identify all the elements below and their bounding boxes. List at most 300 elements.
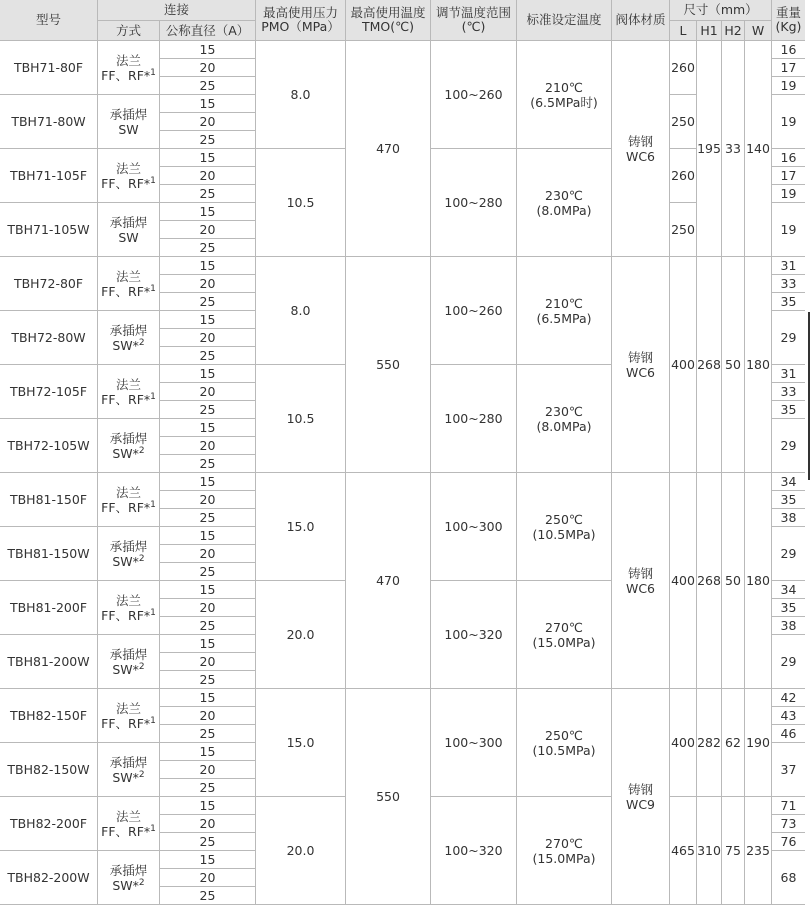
weight-cell: [772, 365, 805, 383]
nominal-diameter-value: 25: [199, 564, 216, 579]
weight-cell: [772, 617, 805, 635]
footnote-marker: 1: [150, 823, 156, 834]
nominal-diameter-value: 15: [199, 366, 216, 381]
nominal-diameter-value: 25: [199, 186, 216, 201]
nominal-diameter-cell: [160, 653, 256, 671]
scrollbar-thumb[interactable]: [808, 312, 810, 480]
nominal-diameter-cell: [160, 167, 256, 185]
max-pressure-cell: [256, 365, 346, 473]
header-dim-h2: [722, 21, 745, 41]
nominal-diameter-value: 15: [199, 582, 216, 597]
set-temp-pressure: (6.5MPa): [536, 310, 592, 326]
model-cell: [0, 851, 98, 905]
temp-range-cell: [431, 797, 517, 905]
nominal-diameter-value: 15: [199, 258, 216, 273]
header-connection: [98, 0, 256, 21]
weight-cell: [772, 275, 805, 293]
nominal-diameter-value: 15: [199, 798, 216, 813]
set-temp-cell: [517, 41, 612, 149]
footnote-marker: 2: [138, 769, 145, 780]
weight-value: 29: [780, 330, 797, 345]
header-dim-w-label: W: [751, 22, 765, 38]
model-name: TBH82-150F: [9, 708, 88, 723]
model-cell: [0, 797, 98, 851]
nominal-diameter-value: 20: [199, 438, 216, 453]
dim-h1-cell: [697, 257, 722, 473]
nominal-diameter-cell: [160, 437, 256, 455]
max-temp-value: 470: [376, 573, 400, 588]
header-nominal-diameter: [160, 21, 256, 41]
weight-cell: [772, 743, 805, 797]
max-pressure-cell: [256, 149, 346, 257]
dim-l-value: 400: [671, 735, 695, 750]
nominal-diameter-value: 20: [199, 168, 216, 183]
temp-range-value: 100~260: [444, 303, 503, 318]
nominal-diameter-value: 25: [199, 348, 216, 363]
model-name: TBH82-150W: [7, 762, 90, 777]
temp-range-value: 100~280: [444, 411, 503, 426]
nominal-diameter-cell: [160, 887, 256, 905]
set-temp-value: 210℃: [545, 79, 583, 95]
weight-value: 73: [780, 816, 797, 831]
header-size-label: 尺寸（mm）: [683, 2, 758, 17]
model-name: TBH71-80F: [13, 60, 84, 75]
dim-h1-value: 195: [697, 141, 721, 156]
footnote-marker: 1: [150, 175, 156, 186]
connection-method-cell: [98, 365, 160, 419]
nominal-diameter-value: 20: [199, 870, 216, 885]
model-name: TBH72-80F: [13, 276, 84, 291]
weight-cell: [772, 815, 805, 833]
model-name: TBH81-200F: [9, 600, 88, 615]
nominal-diameter-value: 25: [199, 834, 216, 849]
weight-cell: [772, 581, 805, 599]
set-temp-cell: [517, 581, 612, 689]
nominal-diameter-value: 20: [199, 276, 216, 291]
connection-method-cell: [98, 95, 160, 149]
header-method: [98, 21, 160, 41]
model-cell: [0, 95, 98, 149]
weight-cell: [772, 491, 805, 509]
model-cell: [0, 635, 98, 689]
connection-type-socket-weld: 承插焊: [109, 214, 148, 230]
header-max-pressure-line2: PMO（MPa）: [261, 19, 340, 34]
connection-spec-ff-rf: FF、RF*$^1$: [101, 175, 156, 191]
nominal-diameter-value: 20: [199, 330, 216, 345]
temp-range-value: 100~320: [444, 843, 503, 858]
dim-h2-value: 50: [725, 573, 741, 588]
nominal-diameter-cell: [160, 797, 256, 815]
body-material-name: 铸钢: [627, 781, 653, 797]
nominal-diameter-cell: [160, 563, 256, 581]
body-material-grade: WC6: [625, 148, 656, 164]
footnote-marker: 1: [150, 67, 156, 78]
weight-cell: [772, 95, 805, 149]
weight-value: 43: [780, 708, 797, 723]
temp-range-cell: [431, 41, 517, 149]
connection-type-socket-weld: 承插焊: [109, 646, 148, 662]
set-temp-value: 230℃: [545, 187, 583, 203]
dim-l-cell: [670, 797, 697, 905]
model-cell: [0, 203, 98, 257]
weight-value: 46: [780, 726, 797, 741]
nominal-diameter-value: 15: [199, 852, 216, 867]
header-dim-w: [745, 21, 772, 41]
nominal-diameter-cell: [160, 383, 256, 401]
nominal-diameter-value: 20: [199, 114, 216, 129]
connection-method-cell: [98, 581, 160, 635]
footnote-marker: 2: [138, 877, 145, 888]
weight-cell: [772, 257, 805, 275]
set-temp-pressure: (8.0MPa): [536, 202, 592, 218]
weight-value: 38: [780, 618, 797, 633]
dim-l-value: 400: [671, 573, 695, 588]
connection-type-flange: 法兰: [115, 808, 141, 824]
connection-spec-ff-rf: FF、RF*$^1$: [101, 823, 156, 839]
nominal-diameter-value: 20: [199, 546, 216, 561]
nominal-diameter-cell: [160, 455, 256, 473]
nominal-diameter-value: 15: [199, 96, 216, 111]
footnote-marker: 1: [150, 391, 156, 402]
temp-range-cell: [431, 257, 517, 365]
dim-l-cell: [670, 689, 697, 797]
max-temp-cell: [346, 689, 431, 905]
nominal-diameter-cell: [160, 59, 256, 77]
model-cell: [0, 419, 98, 473]
dim-l-value: 250: [671, 114, 695, 129]
weight-value: 29: [780, 654, 797, 669]
weight-value: 33: [780, 384, 797, 399]
nominal-diameter-value: 20: [199, 708, 216, 723]
nominal-diameter-cell: [160, 95, 256, 113]
max-pressure-value: 15.0: [286, 735, 315, 750]
connection-method-cell: [98, 203, 160, 257]
header-model-label: 型号: [35, 12, 61, 27]
nominal-diameter-value: 20: [199, 816, 216, 831]
connection-method-cell: [98, 851, 160, 905]
nominal-diameter-cell: [160, 815, 256, 833]
max-pressure-cell: [256, 689, 346, 797]
nominal-diameter-cell: [160, 779, 256, 797]
header-connection-label: 连接: [163, 2, 189, 17]
header-setting: [517, 0, 612, 41]
nominal-diameter-value: 25: [199, 456, 216, 471]
set-temp-value: 270℃: [545, 835, 583, 851]
weight-cell: [772, 527, 805, 581]
nominal-diameter-cell: [160, 545, 256, 563]
dim-l-cell: [670, 203, 697, 257]
dim-h2-value: 62: [725, 735, 741, 750]
nominal-diameter-cell: [160, 329, 256, 347]
connection-type-flange: 法兰: [115, 700, 141, 716]
max-pressure-cell: [256, 473, 346, 581]
weight-cell: [772, 689, 805, 707]
nominal-diameter-value: 25: [199, 672, 216, 687]
nominal-diameter-cell: [160, 419, 256, 437]
connection-spec-sw: SW*$^2$: [112, 661, 145, 677]
weight-cell: [772, 419, 805, 473]
connection-spec-ff-rf: FF、RF*$^1$: [101, 67, 156, 83]
max-pressure-value: 20.0: [286, 627, 315, 642]
nominal-diameter-value: 20: [199, 222, 216, 237]
connection-type-socket-weld: 承插焊: [109, 430, 148, 446]
header-range-line1: 调节温度范围: [435, 5, 511, 20]
set-temp-pressure: (10.5MPa): [532, 742, 596, 758]
connection-type-socket-weld: 承插焊: [109, 106, 148, 122]
header-nominal-diameter-label: 公称直径（A）: [165, 22, 250, 38]
temp-range-value: 100~300: [444, 519, 503, 534]
connection-method-cell: [98, 473, 160, 527]
set-temp-value: 250℃: [545, 511, 583, 527]
set-temp-pressure: (15.0MPa): [532, 634, 596, 650]
weight-value: 38: [780, 510, 797, 525]
nominal-diameter-cell: [160, 203, 256, 221]
connection-type-socket-weld: 承插焊: [109, 322, 148, 338]
temp-range-cell: [431, 473, 517, 581]
weight-value: 71: [780, 798, 797, 813]
weight-cell: [772, 293, 805, 311]
footnote-marker: 2: [138, 553, 145, 564]
model-cell: [0, 311, 98, 365]
footnote-marker: 1: [150, 283, 156, 294]
connection-spec-sw: SW*$^2$: [112, 337, 145, 353]
nominal-diameter-cell: [160, 707, 256, 725]
nominal-diameter-value: 20: [199, 654, 216, 669]
weight-cell: [772, 401, 805, 419]
header-weight-line2: (Kg): [775, 19, 802, 34]
max-temp-cell: [346, 41, 431, 257]
nominal-diameter-cell: [160, 185, 256, 203]
dim-h1-value: 310: [697, 843, 721, 858]
weight-cell: [772, 797, 805, 815]
model-name: TBH81-200W: [7, 654, 90, 669]
header-max-pressure: [256, 0, 346, 41]
max-pressure-value: 8.0: [290, 87, 311, 102]
connection-type-flange: 法兰: [115, 52, 141, 68]
model-name: TBH71-105W: [7, 222, 90, 237]
model-cell: [0, 365, 98, 419]
connection-type-socket-weld: 承插焊: [109, 862, 148, 878]
set-temp-cell: [517, 149, 612, 257]
header-model: [0, 0, 98, 41]
set-temp-pressure: (6.5MPa时): [530, 94, 598, 110]
weight-value: 34: [780, 474, 797, 489]
dim-l-cell: [670, 41, 697, 95]
body-material-cell: [612, 689, 670, 905]
weight-cell: [772, 473, 805, 491]
nominal-diameter-value: 20: [199, 60, 216, 75]
model-name: TBH71-105F: [9, 168, 88, 183]
weight-cell: [772, 509, 805, 527]
connection-method-cell: [98, 635, 160, 689]
max-pressure-value: 8.0: [290, 303, 311, 318]
nominal-diameter-value: 25: [199, 780, 216, 795]
weight-value: 68: [780, 870, 797, 885]
weight-cell: [772, 707, 805, 725]
nominal-diameter-value: 15: [199, 528, 216, 543]
dim-w-cell: [745, 257, 772, 473]
set-temp-cell: [517, 797, 612, 905]
connection-method-cell: [98, 149, 160, 203]
connection-method-cell: [98, 689, 160, 743]
max-pressure-value: 15.0: [286, 519, 315, 534]
weight-value: 35: [780, 402, 797, 417]
nominal-diameter-value: 15: [199, 312, 216, 327]
connection-type-flange: 法兰: [115, 376, 141, 392]
nominal-diameter-cell: [160, 671, 256, 689]
model-cell: [0, 689, 98, 743]
nominal-diameter-cell: [160, 851, 256, 869]
body-material-grade: WC6: [625, 364, 656, 380]
dim-l-cell: [670, 95, 697, 149]
dim-h1-value: 268: [697, 357, 721, 372]
nominal-diameter-value: 15: [199, 744, 216, 759]
header-weight-line1: 重量: [775, 5, 801, 20]
body-material-cell: [612, 41, 670, 257]
weight-value: 34: [780, 582, 797, 597]
weight-value: 35: [780, 492, 797, 507]
connection-type-flange: 法兰: [115, 592, 141, 608]
weight-value: 19: [780, 186, 797, 201]
weight-value: 35: [780, 294, 797, 309]
max-pressure-cell: [256, 257, 346, 365]
connection-type-flange: 法兰: [115, 484, 141, 500]
weight-value: 42: [780, 690, 797, 705]
temp-range-value: 100~260: [444, 87, 503, 102]
model-cell: [0, 581, 98, 635]
model-name: TBH82-200W: [7, 870, 90, 885]
weight-value: 29: [780, 438, 797, 453]
weight-value: 19: [780, 114, 797, 129]
connection-spec-sw: SW: [118, 121, 139, 137]
connection-method-cell: [98, 311, 160, 365]
model-name: TBH81-150F: [9, 492, 88, 507]
weight-cell: [772, 149, 805, 167]
max-temp-value: 470: [376, 141, 400, 156]
nominal-diameter-cell: [160, 347, 256, 365]
weight-value: 76: [780, 834, 797, 849]
header-material-label: 阀体材质: [615, 12, 666, 27]
connection-spec-sw: SW*$^2$: [112, 445, 145, 461]
dim-h2-cell: [722, 41, 745, 257]
connection-type-flange: 法兰: [115, 160, 141, 176]
nominal-diameter-cell: [160, 77, 256, 95]
header-max-temp-line2: TMO(℃): [361, 19, 415, 34]
nominal-diameter-cell: [160, 41, 256, 59]
header-setting-label: 标准设定温度: [526, 12, 602, 27]
nominal-diameter-value: 25: [199, 510, 216, 525]
dim-w-value: 235: [746, 843, 770, 858]
header-dim-l: [670, 21, 697, 41]
weight-cell: [772, 383, 805, 401]
set-temp-cell: [517, 473, 612, 581]
max-temp-cell: [346, 473, 431, 689]
nominal-diameter-value: 25: [199, 240, 216, 255]
set-temp-value: 270℃: [545, 619, 583, 635]
dim-l-value: 400: [671, 357, 695, 372]
header-dim-h2-label: H2: [724, 22, 742, 38]
nominal-diameter-value: 25: [199, 888, 216, 903]
header-dim-h1: [697, 21, 722, 41]
dim-h2-cell: [722, 257, 745, 473]
nominal-diameter-cell: [160, 239, 256, 257]
dim-w-value: 190: [746, 735, 770, 750]
connection-spec-ff-rf: FF、RF*$^1$: [101, 715, 156, 731]
weight-value: 37: [780, 762, 797, 777]
temp-range-value: 100~300: [444, 735, 503, 750]
body-material-name: 铸钢: [627, 133, 653, 149]
header-method-label: 方式: [115, 22, 141, 38]
set-temp-pressure: (8.0MPa): [536, 418, 592, 434]
model-name: TBH72-80W: [11, 330, 86, 345]
nominal-diameter-value: 15: [199, 690, 216, 705]
nominal-diameter-value: 25: [199, 726, 216, 741]
set-temp-cell: [517, 257, 612, 365]
header-max-temp: [346, 0, 431, 41]
temp-range-cell: [431, 365, 517, 473]
connection-spec-ff-rf: FF、RF*$^1$: [101, 283, 156, 299]
weight-value: 31: [780, 366, 797, 381]
connection-method-cell: [98, 41, 160, 95]
footnote-marker: 2: [138, 337, 145, 348]
weight-cell: [772, 167, 805, 185]
nominal-diameter-value: 25: [199, 618, 216, 633]
nominal-diameter-cell: [160, 527, 256, 545]
dim-h2-cell: [722, 689, 745, 797]
temp-range-value: 100~320: [444, 627, 503, 642]
connection-method-cell: [98, 527, 160, 581]
dim-h2-value: 75: [725, 843, 741, 858]
footnote-marker: 1: [150, 715, 156, 726]
nominal-diameter-cell: [160, 365, 256, 383]
nominal-diameter-cell: [160, 509, 256, 527]
nominal-diameter-cell: [160, 869, 256, 887]
nominal-diameter-value: 15: [199, 42, 216, 57]
nominal-diameter-cell: [160, 491, 256, 509]
dim-l-cell: [670, 257, 697, 473]
nominal-diameter-cell: [160, 743, 256, 761]
nominal-diameter-cell: [160, 257, 256, 275]
model-name: TBH81-150W: [7, 546, 90, 561]
connection-spec-ff-rf: FF、RF*$^1$: [101, 391, 156, 407]
model-name: TBH72-105F: [9, 384, 88, 399]
header-dim-l-label: L: [679, 22, 687, 38]
connection-spec-ff-rf: FF、RF*$^1$: [101, 607, 156, 623]
nominal-diameter-cell: [160, 221, 256, 239]
weight-cell: [772, 41, 805, 59]
body-material-grade: WC9: [625, 796, 656, 812]
weight-cell: [772, 599, 805, 617]
weight-cell: [772, 851, 805, 905]
temp-range-cell: [431, 149, 517, 257]
nominal-diameter-value: 20: [199, 492, 216, 507]
max-pressure-value: 20.0: [286, 843, 315, 858]
weight-value: 29: [780, 546, 797, 561]
dim-w-value: 180: [746, 573, 770, 588]
model-cell: [0, 41, 98, 95]
temp-range-cell: [431, 689, 517, 797]
nominal-diameter-value: 15: [199, 150, 216, 165]
weight-value: 35: [780, 600, 797, 615]
max-temp-cell: [346, 257, 431, 473]
connection-method-cell: [98, 797, 160, 851]
weight-value: 33: [780, 276, 797, 291]
temp-range-value: 100~280: [444, 195, 503, 210]
dim-h2-cell: [722, 473, 745, 689]
header-max-temp-line1: 最高使用温度: [350, 5, 426, 20]
header-range-line2: (℃): [461, 19, 486, 34]
dim-w-cell: [745, 41, 772, 257]
